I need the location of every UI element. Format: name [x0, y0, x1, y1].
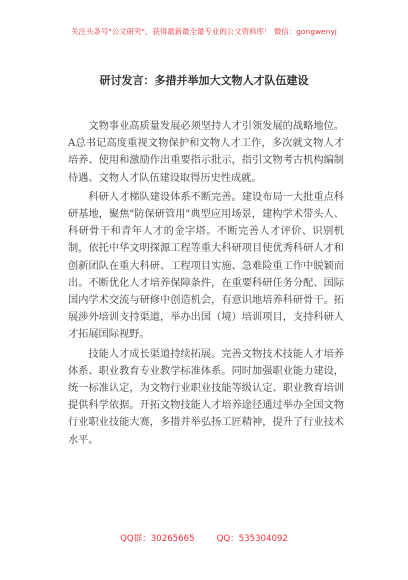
- document-title: 研讨发言：多措并举加大文物人才队伍建设: [99, 74, 309, 87]
- paragraph: 技能人才成长渠道持续拓展。完善文物技术技能人才培养体系、职业教育专业教学标准体系。同时加强职业能力建设，统一标准认定，为文物行业职业技能等级认定、职业教育培训提供科学依据。开拓文物技能人才培养途径通过举办全国文物行业职业技能大赛，多措并举弘扬工匠精神，提升了行业技术水平。: [68, 348, 344, 446]
- paragraph: 文物事业高质量发展必须坚持人才引领发展的战略地位。A总书记高度重视文物保护和文物人才工作，多次就文物人才培养、使用和激励作出重要指示批示，指引文物考古机构编制待遇、文物人才队伍建设取得历史性成就。: [68, 121, 344, 184]
- header-banner: 关注头条号"公文研究"，获得最新最全最专业的公文资料库！ 微信：gongwenyj: [71, 27, 337, 36]
- document-body: [68, 118, 344, 451]
- footer-qq-group: QQ群：30265665: [120, 534, 195, 544]
- paragraph: 科研人才梯队建设体系不断完善。建设布局一大批重点科研基地，聚焦"防保研管用"典型应用场景，建构学术带头人、科研骨干和青年人才的金字塔。不断完善人才评价、识别机制，依托中华文明探源工程等重大科研项目使优秀科研人才和创新团队在重大科研、工程项目实施、急难险重工作中脱颖而出。不断优化人才培养保障条件，在重要科研任务分配、国际国内学术交流与研修中创造机会，有意识地培养科研骨干。拓展涉外培训支持渠道，举办出国（境）培训项目，支持科研人才拓展国际视野。: [68, 191, 344, 341]
- footer: [0, 532, 408, 544]
- footer-qq: QQ：535304092: [216, 534, 288, 544]
